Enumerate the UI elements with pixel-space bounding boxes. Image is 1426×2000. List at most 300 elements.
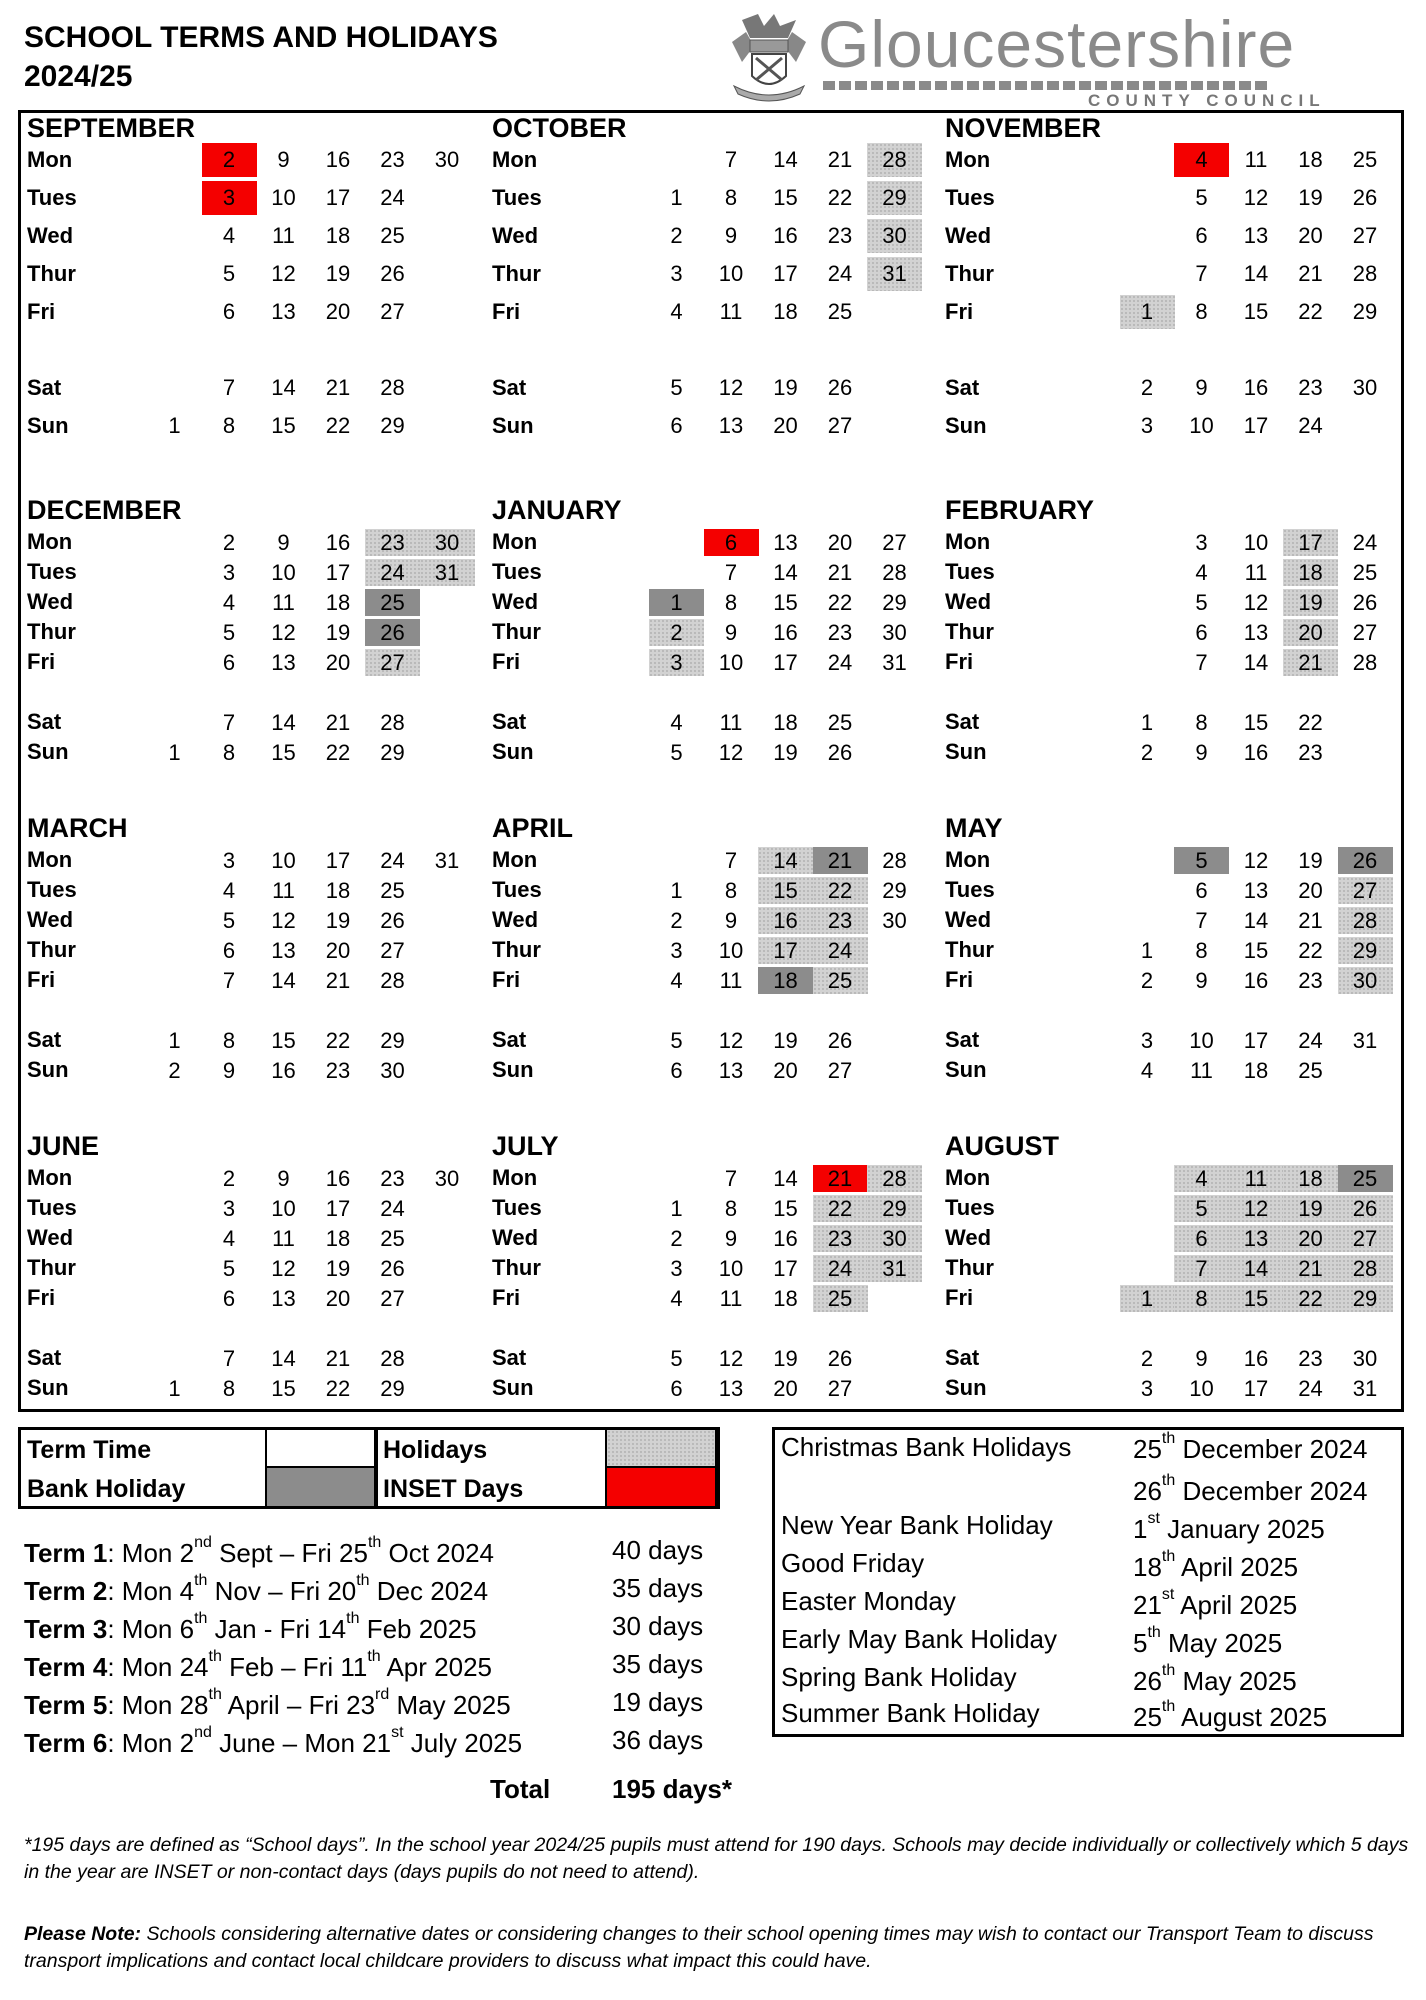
date-cell: 19 xyxy=(325,261,351,286)
bank-holiday-date: 1st January 2025 xyxy=(1133,1510,1325,1544)
date-cell: 7 xyxy=(724,847,738,873)
date-cell: 23 xyxy=(380,1165,405,1191)
date-cell: 27 xyxy=(827,413,853,438)
date-cell: 22 xyxy=(325,1027,351,1053)
date-cell: 7 xyxy=(1195,907,1208,933)
date-cell: 4 xyxy=(222,223,236,248)
date-cell: 15 xyxy=(773,1195,798,1221)
date-cell: 5 xyxy=(222,1255,236,1281)
date-cell: 26 xyxy=(365,619,420,646)
date-cell: 8 xyxy=(222,739,236,765)
date-cell: 1 xyxy=(649,589,704,616)
date-cell: 21 xyxy=(827,559,853,585)
date-cell: 18 xyxy=(325,589,351,615)
date-cell: 11 xyxy=(719,967,743,993)
month-name: FEBRUARY xyxy=(945,495,1095,525)
term-row xyxy=(24,1724,523,1759)
date-cell: 17 xyxy=(1243,1375,1269,1401)
date-cell: 10 xyxy=(271,185,296,210)
day-label: Sat xyxy=(945,375,980,400)
month-name: JULY xyxy=(492,1131,559,1161)
day-label: Fri xyxy=(27,1285,56,1310)
date-cell: 1 xyxy=(168,1375,181,1401)
legend-inset-days-label: INSET Days xyxy=(383,1475,524,1503)
date-cell: 29 xyxy=(1338,1285,1393,1312)
date-cell: 30 xyxy=(867,1225,922,1252)
date-cell: 24 xyxy=(380,185,405,210)
day-label: Thur xyxy=(945,937,994,962)
date-cell: 29 xyxy=(882,877,907,903)
date-cell: 18 xyxy=(325,877,351,903)
date-cell: 21 xyxy=(325,375,351,400)
date-cell: 24 xyxy=(380,847,405,873)
date-cell: 6 xyxy=(222,649,236,675)
date-cell: 5 xyxy=(1174,847,1229,874)
day-label: Sun xyxy=(27,739,69,764)
date-cell: 23 xyxy=(813,1225,868,1252)
month-name: JUNE xyxy=(27,1131,100,1161)
date-cell: 16 xyxy=(1243,375,1269,400)
date-cell: 28 xyxy=(1352,261,1378,286)
date-cell: 20 xyxy=(1298,223,1323,248)
date-cell: 31 xyxy=(1352,1375,1378,1401)
date-cell: 17 xyxy=(325,559,351,585)
bank-holiday-name: New Year Bank Holiday xyxy=(781,1510,1053,1540)
date-cell: 15 xyxy=(1243,299,1269,324)
date-cell: 31 xyxy=(1352,1027,1378,1053)
date-cell: 9 xyxy=(1195,739,1208,765)
date-cell: 30 xyxy=(1338,967,1393,994)
day-label: Tues xyxy=(27,1195,77,1220)
date-cell: 4 xyxy=(222,589,236,615)
date-cell: 27 xyxy=(380,937,405,963)
date-cell: 2 xyxy=(670,907,683,933)
date-cell: 14 xyxy=(271,709,296,735)
date-cell: 16 xyxy=(758,907,813,934)
date-cell: 20 xyxy=(325,649,351,675)
legend-holidays-label: Holidays xyxy=(383,1436,488,1464)
date-cell: 29 xyxy=(1338,937,1393,964)
logo-bar xyxy=(823,81,1268,90)
date-cell: 10 xyxy=(718,649,744,675)
date-cell: 22 xyxy=(813,877,868,904)
date-cell: 10 xyxy=(271,847,296,873)
legend-term-time-label: Term Time xyxy=(27,1436,152,1464)
term-row xyxy=(24,1572,489,1607)
date-cell: 14 xyxy=(1243,907,1269,933)
date-cell: 13 xyxy=(271,299,296,324)
date-cell: 5 xyxy=(1174,1195,1229,1222)
bank-holiday-name: Easter Monday xyxy=(781,1586,956,1616)
bank-holiday-date: 5th May 2025 xyxy=(1133,1624,1283,1658)
date-cell: 21 xyxy=(1298,907,1323,933)
term-dates: : Mon 4th Nov – Fri 20th Dec 2024 xyxy=(107,1572,489,1606)
date-cell: 30 xyxy=(882,619,907,645)
day-label: Thur xyxy=(27,261,76,286)
date-cell: 14 xyxy=(271,967,296,993)
date-cell: 1 xyxy=(1140,709,1154,735)
date-cell: 4 xyxy=(222,877,236,903)
term-label: Term 2 xyxy=(24,1576,108,1606)
crest-icon xyxy=(728,12,810,102)
date-cell: 19 xyxy=(773,375,798,400)
day-label: Sun xyxy=(492,413,534,438)
date-cell: 30 xyxy=(867,219,922,253)
date-cell: 20 xyxy=(773,1375,798,1401)
date-cell: 29 xyxy=(1352,299,1378,324)
date-cell: 26 xyxy=(827,739,853,765)
date-cell: 23 xyxy=(325,1057,351,1083)
date-cell: 25 xyxy=(380,223,405,248)
date-cell: 14 xyxy=(773,559,798,585)
date-cell: 22 xyxy=(325,1375,351,1401)
date-cell: 28 xyxy=(1352,649,1378,675)
term-label: Term 3 xyxy=(24,1614,108,1644)
date-cell: 11 xyxy=(1229,1165,1284,1192)
date-cell: 4 xyxy=(670,1285,683,1311)
day-label: Sun xyxy=(492,739,534,764)
date-cell: 10 xyxy=(1243,529,1269,555)
date-cell: 4 xyxy=(1174,1165,1229,1192)
day-label: Thur xyxy=(492,1255,541,1280)
day-label: Thur xyxy=(492,619,541,644)
date-cell: 15 xyxy=(271,739,296,765)
date-cell: 1 xyxy=(670,1195,683,1221)
date-cell: 16 xyxy=(325,529,351,555)
day-label: Sat xyxy=(492,375,527,400)
date-cell: 16 xyxy=(773,1225,798,1251)
date-cell: 21 xyxy=(1298,261,1323,286)
date-cell: 9 xyxy=(724,223,738,248)
day-label: Thur xyxy=(492,261,541,286)
date-cell: 1 xyxy=(168,739,181,765)
day-label: Wed xyxy=(27,907,74,932)
month-name: OCTOBER xyxy=(492,113,627,143)
date-cell: 16 xyxy=(325,147,351,172)
date-cell: 3 xyxy=(222,1195,236,1221)
date-cell: 28 xyxy=(380,375,405,400)
date-cell: 11 xyxy=(1244,147,1268,172)
date-cell: 26 xyxy=(827,1027,853,1053)
date-cell: 18 xyxy=(1283,559,1338,586)
date-cell: 2 xyxy=(1140,375,1154,400)
date-cell: 12 xyxy=(718,739,744,765)
term-days: 35 days xyxy=(612,1649,704,1679)
day-label: Sun xyxy=(945,1057,987,1082)
date-cell: 11 xyxy=(719,299,743,324)
day-label: Wed xyxy=(492,223,539,248)
day-label: Mon xyxy=(27,847,73,872)
date-cell: 4 xyxy=(670,299,683,324)
term-dates: : Mon 2nd Sept – Fri 25th Oct 2024 xyxy=(107,1534,495,1568)
day-label: Fri xyxy=(492,649,521,674)
day-label: Mon xyxy=(945,147,991,172)
date-cell: 18 xyxy=(1283,1165,1338,1192)
date-cell: 23 xyxy=(1298,967,1323,993)
day-label: Mon xyxy=(492,147,538,172)
date-cell: 21 xyxy=(1283,649,1338,676)
date-cell: 5 xyxy=(670,739,683,765)
date-cell: 1 xyxy=(168,413,181,438)
day-label: Mon xyxy=(492,847,538,872)
day-label: Thur xyxy=(945,261,994,286)
date-cell: 5 xyxy=(670,1345,683,1371)
date-cell: 24 xyxy=(380,1195,405,1221)
date-cell: 14 xyxy=(271,375,296,400)
date-cell: 23 xyxy=(365,529,420,556)
day-label: Tues xyxy=(945,185,995,210)
date-cell: 12 xyxy=(1243,589,1269,615)
date-cell: 2 xyxy=(1140,967,1154,993)
day-label: Fri xyxy=(945,649,974,674)
date-cell: 4 xyxy=(670,967,683,993)
term-row xyxy=(24,1686,511,1721)
date-cell: 26 xyxy=(1338,1195,1393,1222)
date-cell: 2 xyxy=(202,143,257,177)
day-label: Thur xyxy=(492,937,541,962)
date-cell: 30 xyxy=(380,1057,405,1083)
date-cell: 19 xyxy=(1298,185,1323,210)
date-cell: 4 xyxy=(1195,559,1208,585)
page-title xyxy=(24,18,498,96)
date-cell: 29 xyxy=(380,413,405,438)
date-cell: 24 xyxy=(813,1255,868,1282)
date-cell: 16 xyxy=(325,1165,351,1191)
bank-holiday-date: 26th December 2024 xyxy=(1133,1472,1368,1506)
date-cell: 24 xyxy=(1298,1375,1323,1401)
day-label: Wed xyxy=(945,223,992,248)
legend-inset-days-swatch xyxy=(605,1468,717,1506)
day-label: Mon xyxy=(27,147,73,172)
date-cell: 5 xyxy=(222,619,236,645)
day-label: Wed xyxy=(945,589,992,614)
date-cell: 9 xyxy=(724,1225,738,1251)
term-days: 19 days xyxy=(612,1687,704,1717)
day-label: Sun xyxy=(492,1057,534,1082)
day-label: Tues xyxy=(492,559,542,584)
month-name: DECEMBER xyxy=(27,495,182,525)
date-cell: 28 xyxy=(380,709,405,735)
date-cell: 2 xyxy=(670,1225,683,1251)
date-cell: 11 xyxy=(272,877,295,903)
date-cell: 17 xyxy=(325,1195,351,1221)
date-cell: 31 xyxy=(434,847,460,873)
date-cell: 25 xyxy=(813,1285,868,1312)
date-cell: 24 xyxy=(1298,413,1323,438)
day-label: Tues xyxy=(27,877,77,902)
day-label: Thur xyxy=(945,1255,994,1280)
date-cell: 12 xyxy=(718,1345,744,1371)
date-cell: 5 xyxy=(222,261,236,286)
day-label: Fri xyxy=(492,967,521,992)
date-cell: 12 xyxy=(718,375,744,400)
date-cell: 22 xyxy=(827,589,853,615)
date-cell: 6 xyxy=(670,1057,683,1083)
date-cell: 24 xyxy=(1298,1027,1323,1053)
date-cell: 1 xyxy=(670,185,683,210)
date-cell: 19 xyxy=(773,739,798,765)
date-cell: 6 xyxy=(222,937,236,963)
date-cell: 28 xyxy=(1338,1255,1393,1282)
date-cell: 3 xyxy=(202,181,257,215)
date-cell: 25 xyxy=(827,709,853,735)
date-cell: 3 xyxy=(222,559,236,585)
date-cell: 20 xyxy=(325,1285,351,1311)
day-label: Mon xyxy=(945,529,991,554)
date-cell: 22 xyxy=(1298,937,1323,963)
date-cell: 7 xyxy=(222,1345,236,1371)
date-cell: 25 xyxy=(1352,147,1378,172)
term-days: 40 days xyxy=(612,1535,704,1565)
day-label: Sat xyxy=(945,1027,980,1052)
date-cell: 16 xyxy=(1243,739,1269,765)
date-cell: 17 xyxy=(773,1255,798,1281)
date-cell: 7 xyxy=(724,147,738,172)
day-label: Fri xyxy=(945,967,974,992)
date-cell: 18 xyxy=(773,299,798,324)
date-cell: 24 xyxy=(827,261,853,286)
day-label: Tues xyxy=(945,559,995,584)
date-cell: 27 xyxy=(1338,877,1393,904)
term-days: 30 days xyxy=(612,1611,704,1641)
date-cell: 20 xyxy=(773,413,798,438)
date-cell: 22 xyxy=(1283,1285,1338,1312)
date-cell: 9 xyxy=(222,1057,236,1083)
date-cell: 14 xyxy=(758,847,813,874)
date-cell: 6 xyxy=(1195,223,1208,248)
date-cell: 25 xyxy=(813,967,868,994)
date-cell: 19 xyxy=(325,619,351,645)
date-cell: 7 xyxy=(1174,1255,1229,1282)
day-label: Fri xyxy=(27,649,56,674)
date-cell: 17 xyxy=(773,649,798,675)
date-cell: 14 xyxy=(773,147,798,172)
date-cell: 4 xyxy=(1140,1057,1154,1083)
date-cell: 13 xyxy=(1243,877,1269,903)
date-cell: 13 xyxy=(773,529,798,555)
date-cell: 10 xyxy=(718,1255,744,1281)
term-dates: : Mon 28th April – Fri 23rd May 2025 xyxy=(107,1686,511,1720)
date-cell: 31 xyxy=(867,1255,922,1282)
term-label: Term 6 xyxy=(24,1728,108,1758)
bank-holiday-date: 26th May 2025 xyxy=(1133,1662,1297,1696)
day-label: Wed xyxy=(492,1225,539,1250)
date-cell: 30 xyxy=(882,907,907,933)
date-cell: 12 xyxy=(1243,185,1269,210)
date-cell: 2 xyxy=(670,223,683,248)
date-cell: 7 xyxy=(1195,649,1208,675)
day-label: Tues xyxy=(27,185,77,210)
date-cell: 23 xyxy=(1298,739,1323,765)
date-cell: 8 xyxy=(1195,937,1208,963)
date-cell: 25 xyxy=(380,877,405,903)
date-cell: 9 xyxy=(724,619,738,645)
date-cell: 23 xyxy=(827,223,853,248)
date-cell: 22 xyxy=(827,185,853,210)
date-cell: 22 xyxy=(325,739,351,765)
title-line-1: SCHOOL TERMS AND HOLIDAYS xyxy=(24,21,498,54)
logo-name: Gloucestershire xyxy=(818,7,1296,81)
date-cell: 24 xyxy=(827,649,853,675)
date-cell: 21 xyxy=(827,147,853,172)
bank-holiday-name: Christmas Bank Holidays xyxy=(781,1432,1072,1462)
day-label: Wed xyxy=(27,223,74,248)
date-cell: 13 xyxy=(271,937,296,963)
day-label: Mon xyxy=(945,1165,991,1190)
date-cell: 18 xyxy=(758,967,813,994)
date-cell: 21 xyxy=(325,1345,351,1371)
day-label: Thur xyxy=(945,619,994,644)
date-cell: 26 xyxy=(380,907,405,933)
term-dates: : Mon 6th Jan - Fri 14th Feb 2025 xyxy=(107,1610,477,1644)
date-cell: 19 xyxy=(773,1027,798,1053)
day-label: Fri xyxy=(492,299,521,324)
date-cell: 21 xyxy=(813,847,868,874)
date-cell: 7 xyxy=(724,1165,738,1191)
date-cell: 9 xyxy=(277,1165,290,1191)
date-cell: 19 xyxy=(325,907,351,933)
date-cell: 29 xyxy=(867,1195,922,1222)
date-cell: 2 xyxy=(222,1165,236,1191)
date-cell: 20 xyxy=(1298,877,1323,903)
date-cell: 29 xyxy=(380,1375,405,1401)
date-cell: 9 xyxy=(277,529,290,555)
day-label: Sun xyxy=(492,1375,534,1400)
date-cell: 20 xyxy=(325,299,351,324)
date-cell: 26 xyxy=(380,261,405,286)
date-cell: 3 xyxy=(1195,529,1208,555)
bank-holiday-name: Summer Bank Holiday xyxy=(781,1698,1040,1728)
day-label: Mon xyxy=(945,847,991,872)
council-logo xyxy=(728,7,1368,110)
day-label: Mon xyxy=(492,1165,538,1190)
day-label: Sat xyxy=(27,709,62,734)
date-cell: 7 xyxy=(724,559,738,585)
date-cell: 25 xyxy=(380,1225,405,1251)
day-label: Tues xyxy=(945,877,995,902)
date-cell: 19 xyxy=(1283,1195,1338,1222)
date-cell: 23 xyxy=(1298,375,1323,400)
date-cell: 22 xyxy=(325,413,351,438)
date-cell: 17 xyxy=(325,185,351,210)
date-cell: 15 xyxy=(271,413,296,438)
date-cell: 20 xyxy=(1283,1225,1338,1252)
day-label: Sun xyxy=(945,739,987,764)
day-label: Sun xyxy=(27,413,69,438)
date-cell: 14 xyxy=(1243,261,1269,286)
date-cell: 31 xyxy=(867,257,922,291)
date-cell: 9 xyxy=(1195,1345,1208,1371)
date-cell: 18 xyxy=(1298,147,1323,172)
bank-holiday-date: 25th December 2024 xyxy=(1133,1430,1368,1464)
date-cell: 27 xyxy=(827,1057,853,1083)
date-cell: 28 xyxy=(882,847,907,873)
date-cell: 5 xyxy=(1195,185,1208,210)
date-cell: 2 xyxy=(1140,1345,1154,1371)
date-cell: 12 xyxy=(1229,1195,1284,1222)
day-label: Wed xyxy=(27,589,74,614)
date-cell: 26 xyxy=(1352,185,1378,210)
date-cell: 18 xyxy=(1243,1057,1269,1083)
please-note-label: Please Note: xyxy=(24,1923,142,1945)
date-cell: 25 xyxy=(827,299,853,324)
date-cell: 26 xyxy=(827,1345,853,1371)
date-cell: 8 xyxy=(724,185,738,210)
title-line-2: 2024/25 xyxy=(24,60,133,93)
day-label: Sat xyxy=(27,1345,62,1370)
legend xyxy=(18,1427,720,1509)
day-label: Wed xyxy=(27,1225,74,1250)
